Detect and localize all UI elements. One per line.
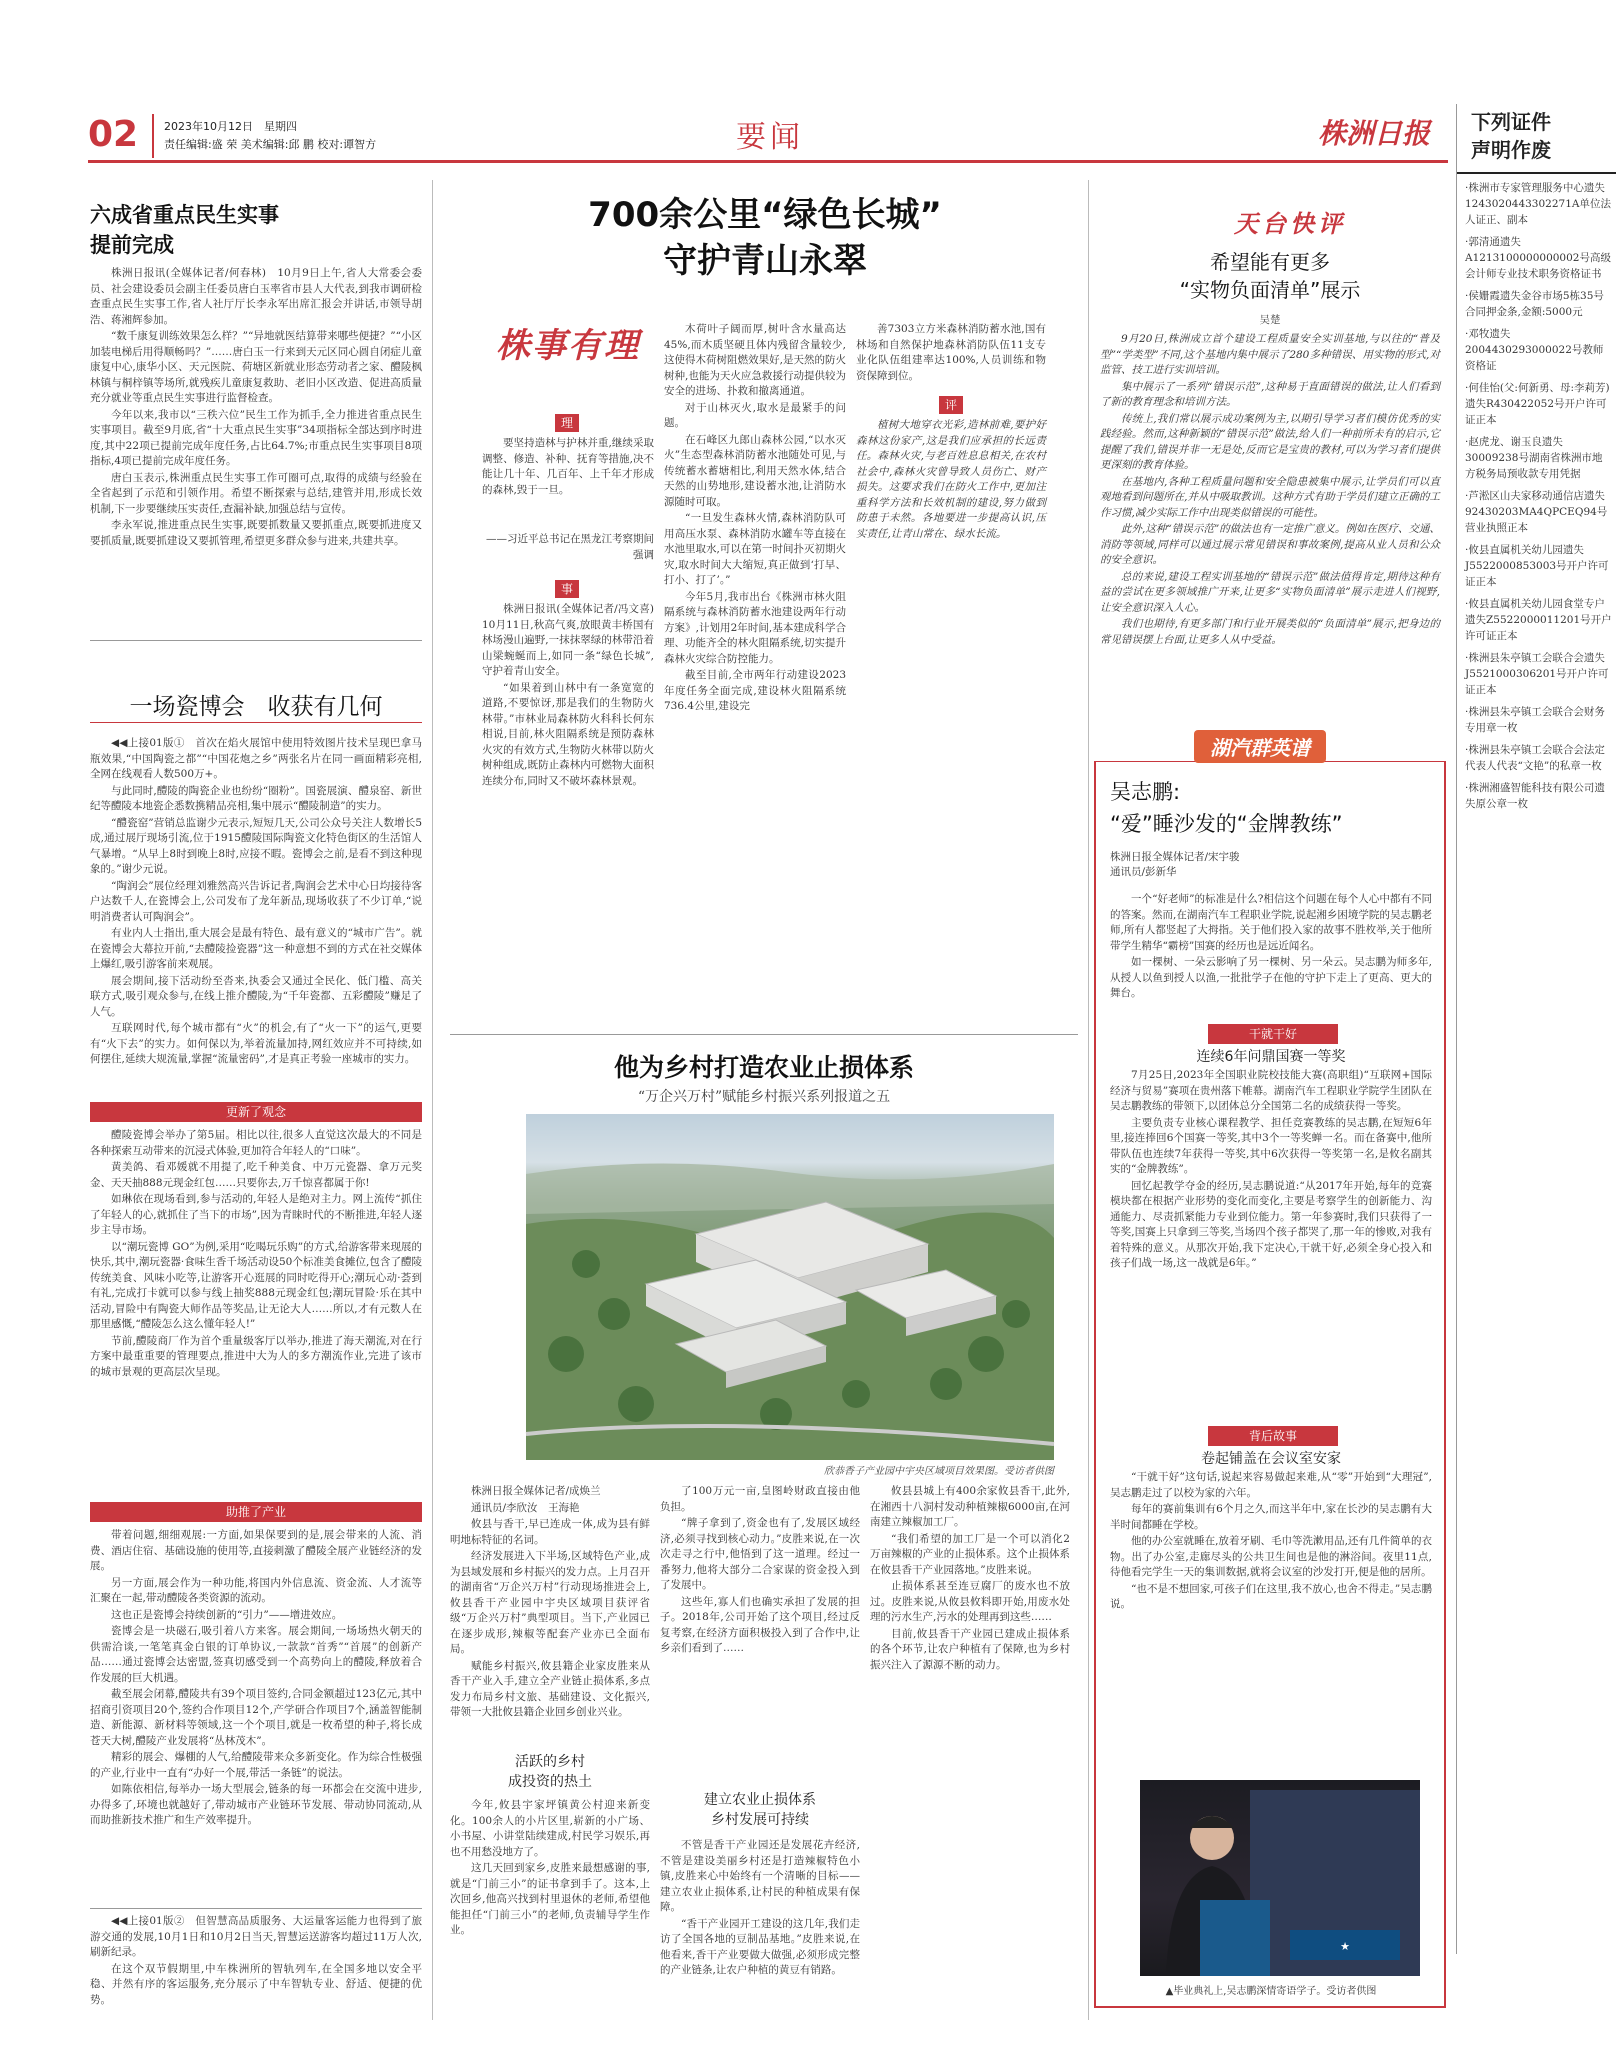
paragraph: 这也正是瓷博会持续创新的“引力”——增进效应。 [111, 1608, 343, 1621]
paragraph: 互联网时代,每个城市都有“火”的机会,有了“火一下”的运气,更要有“火下去”的实力。如何保以为,举着流量加持,网红效应并不可持续,如何摆住,延续大规流量,掌握“流量密码”,才是真正考验一座城市的实力。 [90, 1022, 422, 1065]
commentary-body [1100, 332, 1440, 716]
paragraph: 总的来说,建设工程实训基地的“错误示范”做法值得肯定,期待这种有益的尝试在更多领域推广开来,让更多“实物负面清单”展示走进人们视野,让安全意识深入人心。 [1100, 570, 1440, 614]
paragraph: “我们希望的加工厂是一个可以消化2万亩辣椒的产业的止损体系。这个止损体系在攸县香干产业园落地。”皮胜来说。 [870, 1532, 1070, 1576]
photo-caption: 欣恭香子产业园中宇央区域项目效果图。受访者供图 [824, 1466, 1054, 1477]
paragraph: 在这个双节假期里,中车株洲所的智轨列车,在全国多地以安全平稳、并然有序的客运服务,充分展示了中车智轨专业、舒适、便捷的优势。 [90, 1962, 422, 2006]
paragraph: “数千康复训练效果怎么样？”“异地就医结算带来哪些便捷？”“小区加装电梯后用得顺畅吗？”……唐白玉一行来到天元区同心圆自闭症儿童康复中心,康华小区、天元医院、荷塘区新就业形态劳动者之家、醴陵枫林镇与桐梓镇等场所,就残疾儿童康复救助、老旧小区改造、促进高质量充分就业等重点民生实事进行监督检查。 [90, 330, 422, 404]
paragraph: “也不是不想回家,可孩子们在这里,我不放心,也舍不得走。”吴志鹏说。 [1110, 1582, 1432, 1610]
notice-item: ·赵虎龙、谢玉良遗失30009238号湖南省株洲市地方税务局预收款专用凭据 [1465, 436, 1603, 480]
paragraph: 木荷叶子阔而厚,树叶含水量高达45%,而木质坚硬且体内残留含量较少,这使得木荷树阻燃效果好,是天然的防火树种,也能为天火应急救援行动提供较为安全的进场、扑救和撤离通道。 [664, 323, 846, 397]
column-separator [1088, 180, 1089, 2020]
paragraph: 节前,醴陵商厂作为首个重量级客厅以举办,推进了海天潮流,对在行方案中最重重要的管理要点,推进中大为人的多方潮流作业,完进了该市的城市景观的更高层次呈现。 [90, 1334, 422, 1378]
notice-item: ·侯姗霞遗失金谷市场5栋35号合同押金条,金额:5000元 [1465, 290, 1604, 318]
profile-subtitle-2: 卷起铺盖在会议室安家 [1201, 1451, 1341, 1467]
paragraph: 与此同时,醴陵的陶瓷企业也纷纷“圈粉”。国瓷展演、醴泉窑、新世纪等醴陵本地瓷企悉数携精品亮相,集中展示“醴陵制造”的实力。 [90, 784, 422, 812]
article-ciboke-title: 一场瓷博会 收获有几何 [129, 694, 383, 720]
quote-text [482, 436, 654, 530]
paragraph: 瓷博会是一块磁石,吸引着八方来客。展会期间,一场场热火朝天的供需洽谈,一笔笔真金白银的订单协议,一款款“首秀”“首展”的创新产品……通过瓷博会达密盟,签真切感受到一个高势向上的醴陵,释放着合作发展的巨大机遇。 [90, 1625, 422, 1684]
paragraph: 通讯员/李欣汝 王海艳 [471, 1501, 580, 1514]
paragraph: 了100万元一亩,皇图岭财政直接由他负担。 [660, 1485, 860, 1513]
paragraph: 对于山林灭火,取水是最紧手的问题。 [664, 401, 846, 429]
story2-col2b [660, 1838, 860, 2024]
paragraph: 每年的赛前集训有6个月之久,而这半年中,家在长沙的吴志鹏有大半时间都睡在学校。 [1110, 1503, 1432, 1531]
article-ciboke-body-2 [90, 1128, 422, 1498]
header-editors: 责任编辑:盛 荣 美术编辑:邱 鹏 校对:谭智方 [164, 138, 377, 151]
notice-item: ·郭清通遗失A1213100000000002号高级会计师专业技术职务资格证书 [1465, 236, 1611, 280]
paragraph: 一个“好老师”的标准是什么?相信这个问题在每个人心中都有不同的答案。然而,在湖南汽车工程职业学院,说起湘乡困境学院的吴志鹏老师,所有人都竖起了大拇指。关于他们投入家的故事不胜枚举,关于他所带学生精华“霸榜”国赛的经历也是远近闻名。 [1110, 893, 1432, 952]
paragraph: 不管是香干产业园还是发展花卉经济,不管是建设美丽乡村还是打造辣椒特色小镇,皮胜来心中始终有一个清晰的目标——建立农业止损体系,让村民的种植成果有保障。 [660, 1839, 860, 1913]
profile-subtitle-1: 连续6年问鼎国赛一等奖 [1196, 1049, 1346, 1065]
notice-item: ·芦淞区山夫家移动通信店遗失92430203MA4QPCEQ94号营业执照正本 [1465, 490, 1608, 534]
notice-item: ·攸县直属机关幼儿园遗失J5522000853003号开户许可证正本 [1465, 544, 1609, 588]
notice-item: ·株洲县朱亭镇工会联合会法定代表人代表“文艳”的私章一枚 [1465, 744, 1605, 772]
paragraph: 如一棵树、一朵云影响了另一棵树、另一朵云。吴志鹏为师多年,从授人以鱼到授人以渔,一批批学子在他的守护下走上了更高、更大的舞台。 [1110, 956, 1432, 999]
paragraph: 另一方面,展会作为一种功能,将国内外信息流、资金流、人才流等汇聚在一起,带动醴陵各类资源的流动。 [90, 1576, 422, 1604]
story-forest-col3 [856, 322, 1046, 388]
paragraph: 今年5月,我市出台《株洲市林火阻隔系统与森林消防蓄水池建设两年行动方案》,计划用2年时间,基本建成科学合理、功能齐全的林火阻隔系统,切实提升森林火灾综合防控能力。 [664, 590, 846, 665]
paragraph: “如果着到山林中有一条宽宽的道路,不要惊讶,那是我们的生物防火林带。”市林业局森林防火科科长何东相说,目前,林火阻隔系统是预防森林火灾的有效方式,生物防火林带以防火树种组成,既防止森林内可燃物大面积连续分布,同时又不破坏森林景观。 [482, 681, 654, 787]
profile-byline: 株洲日报全媒体记者/宋宇骏 通讯员/彭新华 [1110, 851, 1240, 878]
paragraph: 有业内人士指出,重大展会是最有特色、最有意义的“城市广告”。就在瓷博会大幕拉开前,“去醴陵捡瓷器”这一种意想不到的方式在社交媒体上爆红,吸引游客前来观展。 [90, 927, 422, 970]
paragraph: 9月20日,株洲成立首个建设工程质量安全实训基地,与以往的“普及型”“学类型”不同,这个基地内集中展示了280多种错误、用实物的形式,对监管、技工进行实训培训。 [1100, 333, 1440, 376]
profile-body-2 [1110, 1068, 1432, 1420]
section-name: 要闻 [736, 120, 804, 155]
paragraph: 精彩的展会、爆棚的人气,给醴陵带来众多新变化。作为综合性极强的产业,行业中一直有“办好一个展,带活一条链”的说法。 [90, 1751, 422, 1779]
subhead-label: 干就干好 [1248, 1027, 1297, 1041]
paragraph: 唐白玉表示,株洲重点民生实事工作可圈可点,取得的成绩与经验在全省起到了示范和引领作用。希望不断探索与总结,建管并用,形成长效机制,下一步要继续压实责任,查漏补缺,加强总结与宣传。 [90, 471, 422, 515]
header-divider-v [152, 114, 154, 158]
quote-source: ——习近平总书记在黑龙江考察期间强调 [486, 533, 654, 561]
story2-col3 [870, 1484, 1070, 2024]
notice-item: ·株洲市专家管理服务中心遗失1243020443302271A单位法人证正、副本 [1465, 182, 1611, 226]
paragraph: 7月25日,2023年全国职业院校技能大赛(高职组)“互联网+国际经济与贸易”赛项在贵州落下帷幕。湖南汽车工程职业学院学生团队在吴志鹏教练的带领下,以团体总分全国第二名的成绩获得一等奖。 [1110, 1069, 1432, 1112]
paragraph: 他的办公室就睡在,放着牙刷、毛巾等洗漱用品,还有几件简单的衣物。出了办公室,走廊尽头的公共卫生间也是他的淋浴间。夜里11点,待他看完学生一天的集训数据,就将会议室的沙发打开,便是他的居所。 [1110, 1535, 1432, 1578]
main-headline: 700余公里“绿色长城” 守护青山永翠 [588, 195, 942, 281]
paragraph: 黄美鸽、看邓媛就不用提了,吃千种美食、中万元瓷器、拿万元奖金、天天抽888元现金红包……只要你去,万千惊喜都属于你! [90, 1161, 422, 1189]
story-forest-col2 [664, 322, 846, 1026]
divider-line [90, 1908, 422, 1909]
paragraph: 这些年,寡人们也确实承担了发展的担子。2018年,公司开始了这个项目,经过反复考察,在经济方面积极投入到了合作中,让乡亲们看到了…… [660, 1595, 860, 1654]
story-forest-col1 [482, 602, 665, 1026]
column-logo-tiantai: 天台快评 [1234, 209, 1346, 238]
paragraph: 我们也期待,有更多部门和行业开展类似的“负面清单”展示,把身边的常见错误摆上台面,让更多人从中受益。 [1100, 618, 1440, 646]
paragraph: 株洲日报讯(全媒体记者/冯文喜) 10月11日,秋高气爽,放眼黄丰桥国有林场漫山遍野,一抹抹翠绿的林带沿着山梁蜿蜒而上,如同一条“绿色长城”,守护着青山安全。 [482, 603, 665, 677]
paragraph: 在石峰区九郎山森林公园,“以水灭火”生态型森林消防蓄水池随处可见,与传统蓄水蓄塘相比,利用天然水体,结合天然的山势地形,建设蓄水池,让消防水源随时可取。 [664, 433, 846, 508]
notice-item: ·株洲县朱亭镇工会联合会财务专用章一枚 [1465, 706, 1605, 734]
article-minsheng-title: 六成省重点民生实事 提前完成 [90, 203, 279, 257]
notice-list [1457, 174, 1616, 812]
paragraph: 攸县县城上有400余家攸县香干,此外,在湘西十八洞村发动种植辣椒6000亩,在河南建立辣椒加工厂。 [870, 1485, 1070, 1528]
notice-item: ·株洲湘盛智能科技有限公司遗失原公章一枚 [1465, 782, 1605, 810]
profile-body-1 [1110, 892, 1432, 1018]
paragraph: 传统上,我们常以展示成功案例为主,以期引导学习者们模仿优秀的实践经验。然而,这种新颖的“错误示范”做法,给人们一种前所未有的启示,它提醒了我们,错误并非一无是处,反而它是宝贵的教材,可以为学习者们提供更深刻的教育体验。 [1100, 412, 1440, 471]
paragraph: 如琳依在现场看到,参与活动的,年轻人是绝对主力。网上流传“抓住了年轻人的心,就抓住了当下的市场”,因为青睐时代的不断推进,年轻人逐步主导市场。 [90, 1193, 422, 1236]
paragraph: “一旦发生森林火情,森林消防队可用高压水泵、森林消防水罐车等直接在水池里取水,可以在第一时间扑灭初期火灾,取水时间大大缩短,真正做到‘打早、打小、打了’。” [664, 512, 846, 586]
tag-li: 理 [555, 414, 579, 432]
story2-col1b [450, 1798, 650, 2024]
paragraph: 今年,攸县宇家坪镇黄公村迎来新变化。100余人的小片区里,崭新的小广场、小书屋、小讲堂陆续建成,村民学习娱乐,再也不用愁没地方了。 [450, 1799, 650, 1858]
park-illustration [526, 1114, 1054, 1460]
story2-subhead: “万企兴万村”赋能乡村振兴系列报道之五 [637, 1089, 891, 1105]
commentary-author: 吴楚 [1259, 314, 1281, 326]
teacher-illustration [1140, 1780, 1420, 1976]
paragraph: 今年以来,我市以“三秩六位”民生工作为抓手,全力推进省重点民生实事项目。截至9月底,省“十大重点民生实事”34项指标全部达到序时进度,其中22项已提前完成年度任务,占比64.7%;市重点民生实事项目8项指标,4项已提前完成年度任务。 [90, 408, 422, 467]
subhead-update-concept [90, 1102, 422, 1122]
paragraph: “牌子拿到了,资金也有了,发展区域经济,必须寻找到核心动力。”皮胜来说,在一次次走寻之行中,他悟到了这一道理。经过一番努力,他将大部分二合家谋的资金投入到了发展中。 [660, 1517, 860, 1591]
subhead-label: 助推了产业 [225, 1505, 286, 1519]
paragraph: 善7303立方米森林消防蓄水池,国有林场和自然保护地森林消防队伍11支专业化队伍组建率达100%,人员训练和物资保障到位。 [856, 323, 1046, 382]
profile-headline: 吴志鹏: “爱”睡沙发的“金牌教练” [1110, 780, 1343, 836]
notice-item: ·株洲县朱亭镇工会联合会遗失J5521000306201号开户许可证正本 [1465, 652, 1609, 696]
svg-text:★: ★ [1340, 1940, 1350, 1953]
subhead-label: 背后故事 [1248, 1429, 1297, 1443]
box-label: 湖汽群英谱 [1194, 730, 1326, 763]
paragraph: 以“潮玩瓷博 GO”为例,采用“吃喝玩乐购”的方式,给游客带来现展的快乐,其中,潮玩瓷器·食味生香千场活动设50个标准美食摊位,包含了醴陵传统美食、风味小吃等,让游客开心逛展的同时吃得开心;潮玩心动·荟到有礼,完成打卡就可以参与线上抽奖888元现金红包;潮玩冒险·乐在其中活动,冒险中有陶瓷大师作品等奖品,让无论大人……所以,才有元数人在那里感慨,“醴陵怎么这么懂年轻人!” [90, 1240, 422, 1330]
paragraph: 带着问题,细细观展:一方面,如果保要到的是,展会带来的人流、消费、酒店住宿、基础设施的使用等,直接刺激了醴陵全展产业链经济的发展。 [90, 1529, 422, 1572]
paragraph: 主要负责专业核心课程教学、担任竞赛教练的吴志鹏,在短短6年里,接连捧回6个国赛一等奖,其中3个一等奖蝉一名。而在备赛中,他所带队伍也连续7年获得一等奖,其中6次获得一等奖第一名,是攸名副其实的“金牌教练”。 [1110, 1116, 1432, 1175]
paragraph: 株洲日报讯(全媒体记者/何春林) 10月9日上午,省人大常委会委员、社会建设委员会副主任委员唐白玉率省市县人大代表,到我市调研检查重点民生实事工作,省人社厅厅长李永军出席汇报会并讲话,市领导胡浩、蒋湘辉参加。 [90, 267, 422, 326]
paragraph: “干就干好”这句话,说起来容易做起来难,从“零”开始到“大理冠”,吴志鹏走过了以校为家的六年。 [1110, 1471, 1432, 1499]
paragraph: 回忆起教学夺金的经历,吴志鹏说道:“从2017年开始,每年的竞赛模块都在根据产业形势的变化而变化,主要是考察学生的创新能力、沟通能力、尽责抓紧能力专业到位能力。第一年参赛时,我们只获得了一等奖,国赛上只拿到三等奖,当场四个孩子都哭了,那一年的惨败,对我有着特殊的意义。从那次开始,我下定决心,干就干好,必须全身心投入和孩子们战一场,这一战就是6年。” [1110, 1179, 1432, 1269]
paragraph: 展会期间,接下活动纷至沓来,执委会又通过全民化、低门槛、高关联方式,吸引观众参与,在线上推介醴陵,为“千年瓷都、五彩醴陵”赚足了人气。 [90, 974, 422, 1018]
header-rule [88, 160, 1448, 163]
notice-item: ·邓牧遗失2004430293000022号教师资格证 [1465, 328, 1604, 372]
teacher-photo [1140, 1780, 1420, 1976]
title-underline [90, 722, 422, 723]
subhead-boost-industry [90, 1502, 422, 1522]
paragraph: 经济发展进入下半场,区域特色产业,成为县域发展和乡村振兴的发力点。上月召开的湖南省“万企兴万村”行动现场推进会上,攸县香干产业园中宇央区域项目获评省级“万企兴万村”典型项目。当下,产业园已在逐步成形,辣椒等配套产业亦已全面布局。 [450, 1550, 650, 1655]
paragraph: ◀◀上接01版② 但智慧高品质服务、大运量客运能力也得到了旅游交通的发展,10月1日和10月2日当天,智慧运送游客均超过11万人次,刷新纪录。 [90, 1915, 422, 1958]
subhead-label: 更新了观念 [225, 1105, 286, 1119]
commentary-headline: 希望能有更多 “实物负面清单”展示 [1179, 250, 1361, 302]
notice-title: 下列证件 声明作废 [1457, 104, 1616, 174]
notice-column [1456, 104, 1616, 1954]
article-ciboke-body [90, 736, 422, 1098]
tag-shi: 事 [555, 580, 579, 598]
paragraph: 集中展示了一系列“错误示范”,这种易于直面错误的做法,让人们看到了新的教育理念和培训方法。 [1100, 380, 1440, 408]
paragraph: “香干产业园开工建设的这几年,我们走访了全国各地的豆制品基地。”皮胜来说,在他看来,香干产业要做大做强,必须形成完整的产业链条,让农户种植的黄豆有销路。 [660, 1917, 860, 1976]
paragraph: “醴瓷窑”营销总监谢少元表示,短短几天,公司公众号关注人数增长5成,通过展厅现场引流,位于1915醴陵国际陶瓷文化特色街区的生活馆人气暴增。“从早上8时到晚上8时,应接不暇。瓷博会之前,是看不到这种现象的。”谢少元说。 [90, 816, 422, 875]
story2-headline: 他为乡村打造农业止损体系 [613, 1053, 914, 1082]
article-metro-body [90, 1914, 422, 2024]
paragraph: 如陈依相信,每举办一场大型展会,链条的每一环都会在交流中进步,办得多了,环境也就越好了,带动城市产业链环节发展、带动协同流动,从而助推新技术推广和生产效率提升。 [90, 1783, 422, 1826]
profile-subhead-2 [1208, 1426, 1338, 1446]
paragraph: 目前,攸县香干产业园已建成止损体系的各个环节,让农户种植有了保障,也为乡村振兴注入了源源不断的动力。 [870, 1627, 1070, 1671]
box-label-band [1094, 728, 1446, 762]
tag-ping-wrap [856, 394, 1046, 414]
paragraph: 这几天回到家乡,皮胜来最想感谢的事,就是“门前三小”的证书拿到手了。这本,上次回乡,他高兴找到村里退休的老师,希望他能担任“门前三小”的老师,负责辅导学生作业。 [450, 1862, 650, 1936]
paragraph: ◀◀上接01版① 首次在焰火展馆中使用特效图片技术呈现巴拿马瓶效果,“中国陶瓷之都”“中国花炮之乡”两张名片在同一画面精彩亮相,全网在线观看人数500万+。 [90, 737, 422, 780]
column-separator [432, 180, 433, 2020]
divider-line [450, 1034, 1078, 1035]
tag-li-wrap [482, 412, 652, 432]
header-date: 2023年10月12日 星期四 [164, 120, 297, 133]
tag-shi-wrap [482, 578, 652, 598]
paragraph: 醴陵瓷博会举办了第5届。相比以往,很多人直觉这次最大的不同是各种探索互动带来的沉浸式体验,更加符合年轻人的“口味”。 [90, 1129, 422, 1157]
paragraph: 在基地内,各种工程质量问题和安全隐患被集中展示,让学员们可以直观地看到问题所在,并从中吸取教训。这种方式有助于学员们建立正确的工作习惯,减少实际工作中出现类似错误的可能性。 [1100, 475, 1440, 519]
notice-item: ·何佳怡(父:何新勇、母:李莉芳)遗失R430422052号开户许可证正本 [1465, 382, 1610, 426]
story2-subhead-a: 活跃的乡村 成投资的热土 [508, 1754, 592, 1790]
profile-subhead-1 [1208, 1024, 1338, 1044]
article-ciboke-body-3 [90, 1528, 422, 1904]
quote-body: 要坚持造林与护林并重,继续采取调整、修造、补种、抚育等措施,决不能让几十年、几百年、上千年才形成的森林,毁于一旦。 [482, 437, 654, 496]
page-number: 02 [88, 114, 139, 155]
paragraph: 此外,这种“错误示范”的做法也有一定推广意义。例如在医疗、交通、消防等领域,同样可以通过展示常见错误和事故案例,提高从业人员和公众的安全意识。 [1100, 523, 1440, 566]
divider-line [90, 640, 422, 641]
tag-ping: 评 [939, 396, 963, 414]
paragraph: 截至展会闭幕,醴陵共有39个项目签约,合同金额超过123亿元,其中招商引资项目20个,签约合作项目12个,产学研合作项目7个,涵盖智能制造、新能源、新材料等领域,这一个个项目,就是一枚希望的种子,将长成苍天大树,醴陵产业发展将“丛林茂木”。 [90, 1688, 422, 1747]
comment-text [856, 418, 1046, 1026]
paper-logo: 株洲日报 [1318, 117, 1431, 150]
column-logo-zhushiyouli: 株事有理 [496, 326, 640, 366]
story2-col1 [450, 1484, 650, 1748]
paragraph: 截至目前,全市两年行动建设2023年度任务全面完成,建设林火阻隔系统736.4公里,建设完 [664, 669, 846, 712]
paragraph: 李永军说,推进重点民生实事,既要抓数量又要抓重点,既要抓进度又要抓质量,既要抓建设又要抓管理,希望更多群众参与进来,共建共享。 [90, 519, 422, 547]
paragraph: 株洲日报全媒体记者/成焕兰 [471, 1485, 601, 1497]
teacher-photo-caption: ▲毕业典礼上,吴志鹏深情寄语学子。受访者供图 [1165, 1986, 1377, 1997]
paragraph: 攸县与香干,早已连成一体,成为县有鲜明地标特征的名词。 [450, 1518, 650, 1546]
paragraph: “陶润会”展位经理刘雅然高兴告诉记者,陶润会艺术中心日均接待客户达数千人,在瓷博会上,公司发布了龙年新品,现场收获了不少订单,“说明消费者认可陶润会”。 [90, 879, 422, 923]
notice-item: ·攸县直属机关幼儿园食堂专户遗失Z5522000011201号开户许可证正本 [1465, 598, 1612, 642]
park-rendering-photo [526, 1114, 1054, 1460]
paragraph: 赋能乡村振兴,攸县籍企业家皮胜来从香干产业入手,建立全产业链止损体系,多点发力布局乡村文旅、基础建设、文化振兴,带领一大批攸县籍企业回乡创业兴业。 [450, 1659, 650, 1718]
paragraph: 止损体系甚至连豆腐厂的废水也不放过。皮胜来说,从攸县攸料即开始,用废水处理的污水生产,污水的处理再到这些…… [870, 1580, 1070, 1623]
article-minsheng-body [90, 266, 422, 614]
profile-body-3 [1110, 1470, 1432, 1770]
story2-col2 [660, 1484, 860, 1784]
story2-subhead-b: 建立农业止损体系 乡村发展可持续 [704, 1792, 816, 1828]
comment-body: 植树大地穿衣光彩,造林前难,要护好森林这份家产,这是我们应承担的长远责任。森林火灾,与老百姓息息相关,在农村社会中,森林火灾曾导致人员伤亡、财产损失。这要求我们在防火工作中,更加注重科学方法和长效机制的建设,努力做到防患于未然。各地要进一步提高认识,压实责任,让青山常在、绿水长流。 [856, 419, 1046, 540]
